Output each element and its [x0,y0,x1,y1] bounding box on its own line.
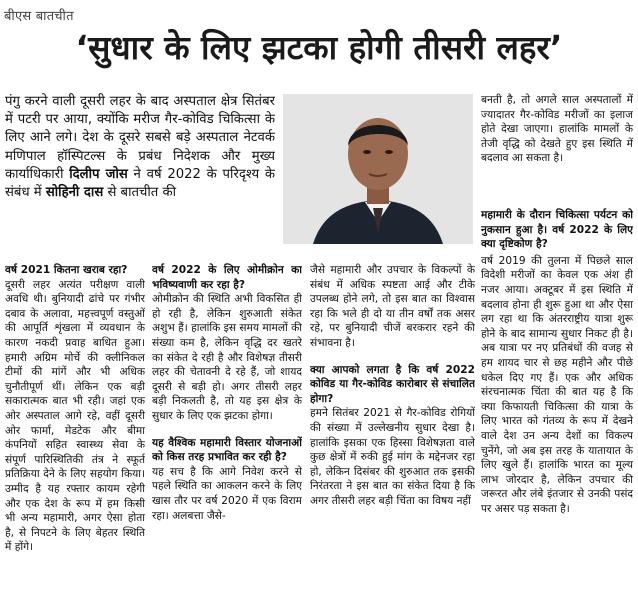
answer-expansion-continued: जैसे महामारी और उपचार के विकल्पों के संबंध में अधिक स्पष्टता आई और टीके उपलब्ध होने लगे, तो इस बात का विश्वास रहा कि भले ही दो या तीन वर्षों तक असर रहे, पर बुनियादी चीजें बरकरार रहने की संभावना है। [310,264,475,349]
column-1 [5,263,145,583]
section-tag: बीएस बातचीत [4,9,74,24]
intro-text [5,93,275,253]
question-omicron: वर्ष 2022 के लिए ओमीक्रोन का भविष्यवाणी कर रहा है? [152,264,302,291]
right-column-qa [481,208,633,584]
interviewer-name: सोहिनी दास [45,185,104,201]
intro-text-part-2: ने वर्ष 2022 के परिदृश्य के संबंध में [5,166,275,201]
headline: ‘सुधार के लिए झटका होगी तीसरी लहर’ [75,28,563,67]
interviewee-name: दिलीप जोस [69,166,128,182]
answer-covid-business: हमने सितंबर 2021 से गैर-कोविड रोगियों की संख्या में उल्लेखनीय सुधार देखा है। हालांकि इसका एक हिस्सा विशेषज्ञता वाले कुछ क्षेत्रों में रुकी हुई मांग के मद्देनजर रहा हो, लेकिन दिसंबर की शुरुआत तक इसकी निरंतरता ने इस बात का संकेत दिया है कि अगर तीसरी लहर बड़ी चिंता का विषय नहीं [310,407,475,507]
question-covid-business: क्या आपको लगता है कि वर्ष 2022 कोविड या गैर-कोविड कारोबार से संचालित होगा? [310,363,475,405]
question-medical-tourism: महामारी के दौरान चिकित्सा पर्यटन को नुकसान हुआ है। वर्ष 2022 के लिए क्या दृष्टिकोण है? [481,209,633,251]
answer-omicron: ओमीक्रोन की स्थिति अभी विकसित ही हो रही है, लेकिन शुरुआती संकेत अशुभ हैं। हालांकि इस समय मामलों की संख्या कम है, लेकिन वृद्धि दर खतरे का संकेत दे रही है और विशेषज्ञ तीसरी लहर की चेतावनी दे रहे हैं, जो शायद दूसरी से बड़ी हो। अगर तीसरी लहर बड़ी निकलती है, तो यह इस क्षेत्र के सुधार के लिए एक झटका होगा। [152,293,302,422]
column-2 [152,263,302,583]
intro-text-part-3: से बातचीत की [103,185,177,201]
right-column-continuation: बनती है, तो अगले साल अस्पतालों में ज्यादातर गैर-कोविड मरीजों का इलाज होते देखा जाएगा। हालांकि मामलों के तेजी वृद्धि को देखते हुए इस स्थिति में बदलाव आ सकता है। [481,94,633,165]
intro-text-part-1: पंगु करने वाली दूसरी लहर के बाद अस्पताल क्षेत्र सितंबर में पटरी पर आया, क्योंकि मरीज गैर-कोविड चिकित्सा के लिए आने लगे। देश के दूसरे सबसे बड़े अस्पताल नेटवर्क मणिपाल हॉस्पिटल्स के प्रबंध निदेशक और मुख्य कार्याधिकारी [5,94,275,182]
answer-expansion: यह सच है कि आगे निवेश करने से पहले स्थिति का आकलन करने के लिए खास तौर पर वर्ष 2020 में एक विराम रहा। अलबत्ता जैसे- [152,465,302,522]
answer-2021: दूसरी लहर अत्यंत परीक्षण वाली अवधि थी। बुनियादी ढांचे पर गंभीर दबाव के अलावा, महत्त्वपूर्ण वस्तुओं की आपूर्ति शृंखला में व्यवधान के कारण नकदी प्रवाह बाधित हुआ। हमारी अग्रिम मोर्चे की क्लीनिकल टीमों की मांगें और भी अधिक चुनौतीपूर्ण थीं। लेकिन एक बड़ी सकारात्मक बात भी रही। जहां एक ओर अस्पताल आगे रहे, वहीं दूसरी ओर फार्मा, मेडटेक और बीमा कंपनियों सहित स्वास्थ्य सेवा के संपूर्ण पारिस्थितिकी तंत्र ने स्फूर्त प्रतिक्रिया देने के लिए सहयोग किया। उम्मीद है यह रफ्तार कायम रहेगी और एक देश के रूप में हम किसी भी अन्य महामारी, अगर ऐसा होता है, से निपटने के लिए बेहतर स्थिति में होंगे। [5,278,145,554]
answer-medical-tourism: वर्ष 2019 की तुलना में पिछले साल विदेशी मरीजों का केवल एक अंश ही नजर आया। अक्टूबर में इस स्थिति में बदलाव होना ही शुरू हुआ था और ऐसा लग रहा था कि अंतरराष्ट्रीय यात्रा शुरू होने के बाद सामान्य सुधार निकट ही है। अब यात्रा पर नए प्रतिबंधों की वजह से हम शायद चार से छह महीने और पीछे धकेल दिए गए हैं। एक और अधिक संरचनात्मक चिंता की बात यह है कि क्या किफायती चिकित्सा की यात्रा के लिए भारत को गंतव्य के रूप में देखने वाले देश उन अन्य देशों का विकल्प चुनेंगे, जो अब इस तरह के यातायात के लिए खुले हैं। हालांकि भारत का मूल्य लाभ जोरदार है, लेकिन उपचार की जरूरत और लंबे इंतजार से उनकी पसंद पर असर पड़ सकता है। [481,254,633,515]
column-3 [310,263,475,583]
portrait-illustration [283,94,473,244]
question-2021: वर्ष 2021 कितना खराब रहा? [5,264,128,276]
question-expansion: यह वैश्विक महामारी विस्तार योजनाओं को किस तरह प्रभावित कर रही है? [152,436,302,464]
interviewee-photo [283,94,473,244]
